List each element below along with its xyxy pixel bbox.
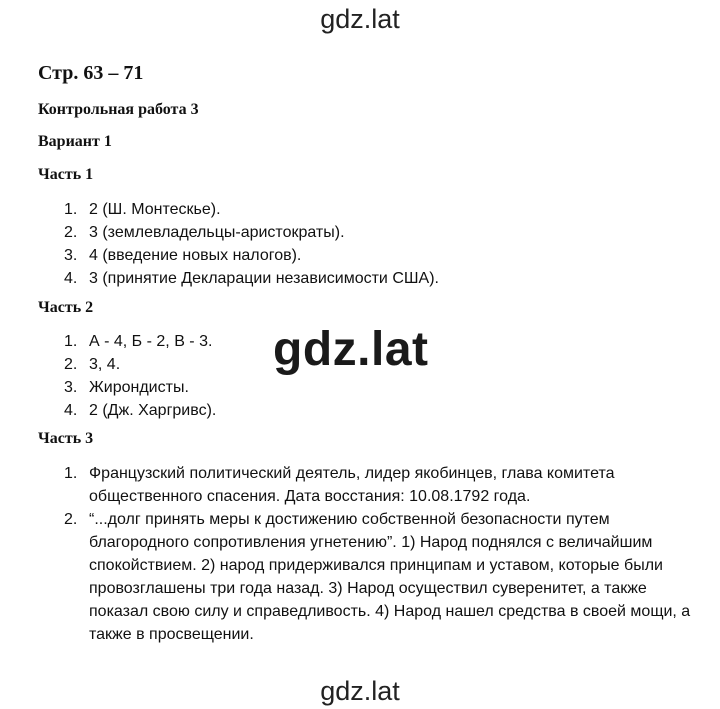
item-line: благородного сопротивления угнетению”. 1) Народ поднялся с величайшим (89, 534, 653, 551)
item-number: 3. (64, 247, 78, 264)
part2-title: Часть 2 (38, 299, 94, 316)
part3-title: Часть 3 (38, 430, 94, 447)
part2-list (64, 330, 216, 422)
list-item (64, 198, 439, 221)
list-item (64, 221, 439, 244)
item-number: 1. (64, 333, 78, 350)
part3-list (64, 462, 690, 646)
page-title: Стр. 63 – 71 (38, 62, 144, 84)
list-item (64, 399, 216, 422)
item-line: Французский политический деятель, лидер якобинцев, глава комитета (89, 465, 615, 482)
item-number: 4. (64, 402, 78, 419)
watermark-bottom: gdz.lat (320, 676, 400, 706)
item-text: 4 (введение новых налогов). (89, 247, 302, 264)
list-item (64, 244, 439, 267)
item-text: Жирондисты. (89, 379, 189, 396)
item-number: 2. (64, 224, 78, 241)
part1-title: Часть 1 (38, 166, 94, 183)
watermark-top: gdz.lat (320, 4, 400, 34)
list-item (64, 267, 439, 290)
part1-list (64, 198, 439, 290)
list-item (64, 462, 690, 508)
item-text: 3 (землевладельцы-аристократы). (89, 224, 345, 241)
item-number: 3. (64, 379, 78, 396)
variant-title: Вариант 1 (38, 133, 112, 150)
item-text: А - 4, Б - 2, В - 3. (89, 333, 213, 350)
item-number: 1. (64, 201, 78, 218)
item-text: 3 (принятие Декларации независимости США). (89, 270, 439, 287)
item-line: “...долг принять меры к достижению собственной безопасности путем (89, 511, 610, 528)
item-line: также в просвещении. (89, 626, 254, 643)
list-item (64, 376, 216, 399)
item-line: спокойствием. 2) народ придерживался принципам и уставом, которые были (89, 557, 663, 574)
work-title: Контрольная работа 3 (38, 101, 199, 118)
item-number: 2. (64, 356, 78, 373)
watermark-middle: gdz.lat (273, 323, 429, 376)
item-line: общественного спасения. Дата восстания: 10.08.1792 года. (89, 488, 531, 505)
list-item (64, 353, 216, 376)
list-item (64, 330, 216, 353)
item-number: 4. (64, 270, 78, 287)
item-text: 2 (Ш. Монтескье). (89, 201, 221, 218)
item-line: показал свою силу и справедливость. 4) Народ нашел средства в своей мощи, а (89, 603, 691, 620)
item-number: 1. (64, 465, 78, 482)
item-text: 3, 4. (89, 356, 121, 373)
list-item (64, 508, 690, 646)
item-number: 2. (64, 511, 78, 528)
item-line: провозглашены три года назад. 3) Народ осуществил суверенитет, а также (89, 580, 647, 597)
item-text: 2 (Дж. Харгривс). (89, 402, 217, 419)
